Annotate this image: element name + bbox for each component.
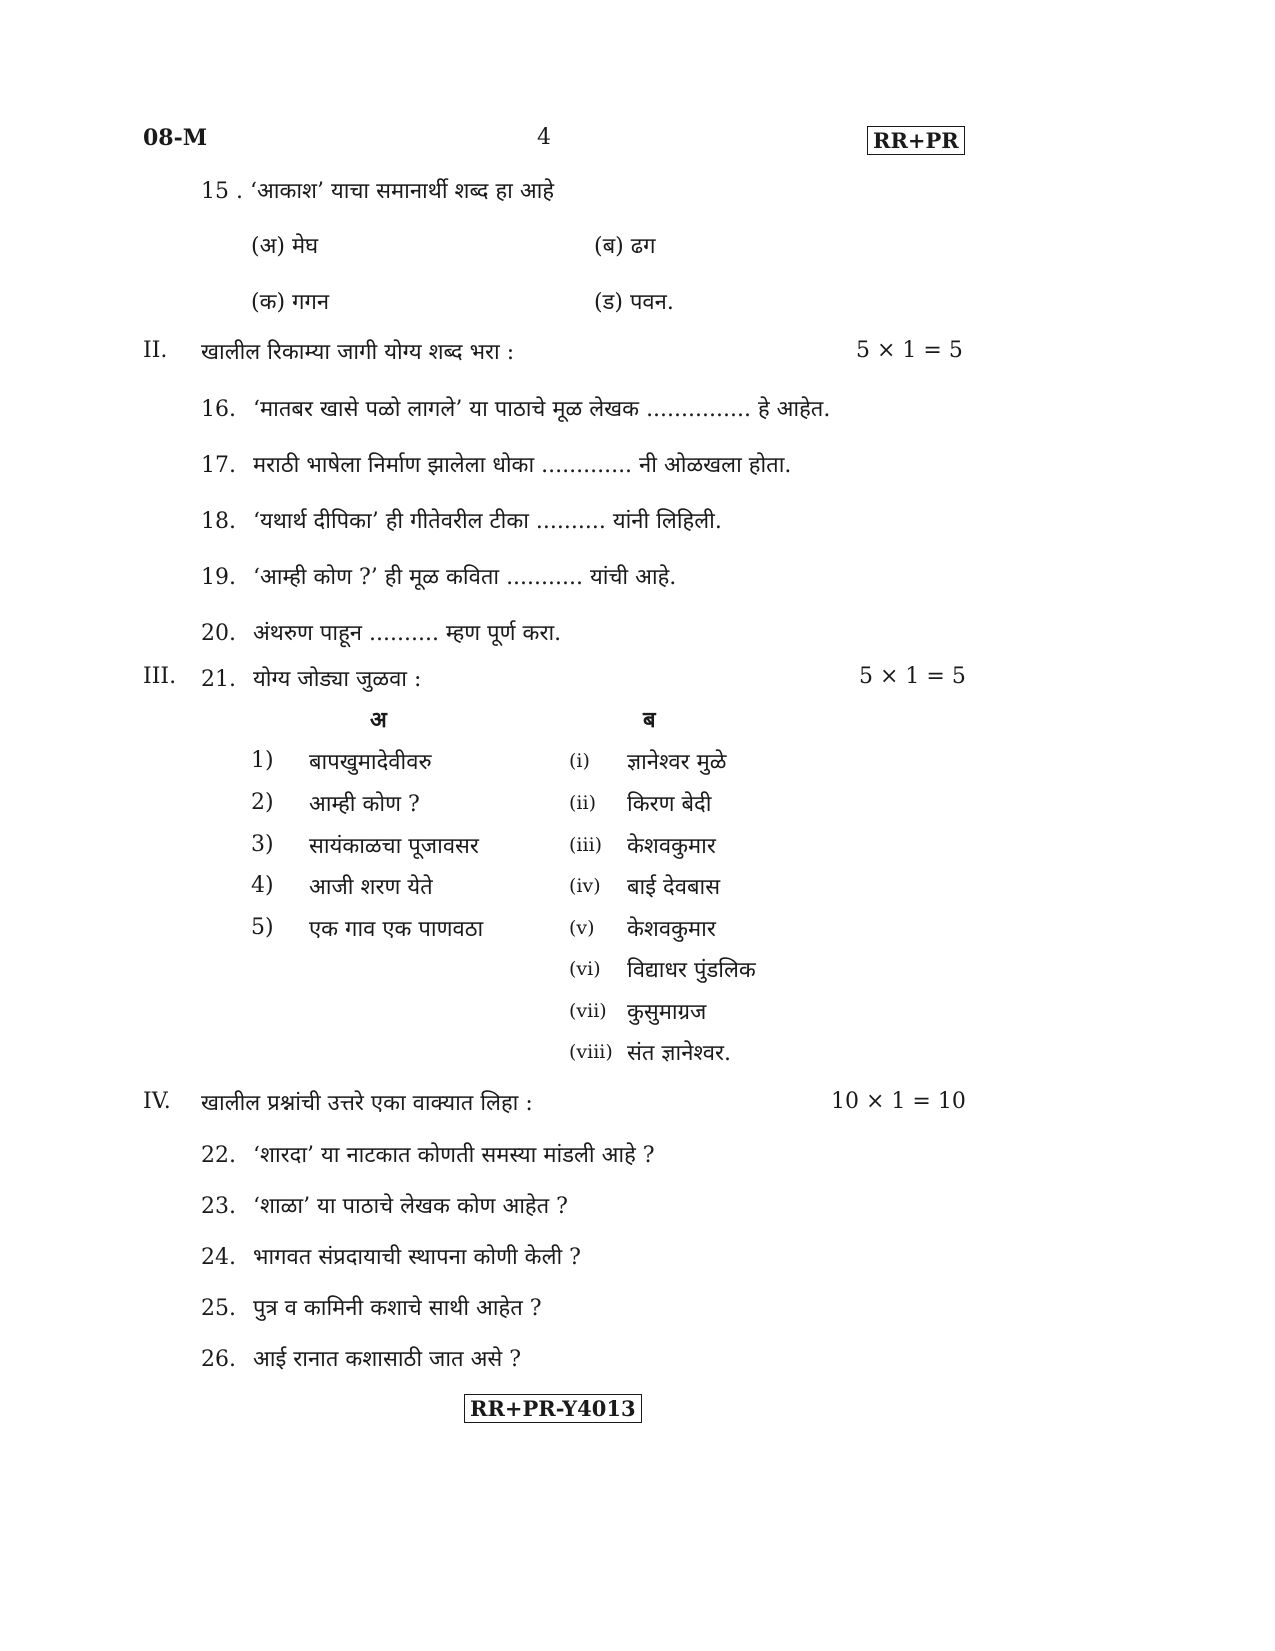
- match-b-label: (vi): [569, 958, 601, 980]
- question-23: [201, 1190, 568, 1220]
- option-label: (अ): [251, 234, 285, 259]
- question-number: 18.: [201, 509, 236, 534]
- question-text: ‘मातबर खासे पळो लागले’ या पाठाचे मूळ लेखक ............... हे आहेत.: [253, 397, 831, 422]
- question-15: [201, 175, 554, 205]
- match-b-label: (viii): [569, 1041, 613, 1063]
- option-c: [251, 286, 329, 316]
- match-a-item: बापखुमादेवीवरु: [309, 750, 432, 775]
- question-number: 15 .: [201, 179, 243, 204]
- section-3-roman: III.: [143, 664, 177, 689]
- match-b-label: (v): [569, 917, 595, 939]
- question-text: योग्य जोड्या जुळवा :: [253, 667, 422, 692]
- option-text: मेघ: [291, 234, 319, 259]
- option-label: (ड): [594, 290, 623, 315]
- question-number: 22.: [201, 1143, 236, 1168]
- match-b-label: (i): [569, 750, 590, 772]
- column-b-header: ब: [643, 707, 656, 733]
- question-16: [201, 393, 830, 423]
- option-d: [594, 286, 674, 316]
- section-3-marks: 5 × 1 = 5: [859, 664, 966, 689]
- question-19: [201, 561, 676, 591]
- match-a-label: 2): [251, 790, 274, 815]
- question-text: पुत्र व कामिनी कशाचे साथी आहेत ?: [253, 1296, 542, 1321]
- section-4-title: खालील प्रश्नांची उत्तरे एका वाक्यात लिहा :: [201, 1091, 533, 1116]
- option-a: [251, 230, 318, 260]
- section-4-marks: 10 × 1 = 10: [831, 1089, 966, 1114]
- option-text: पवन.: [629, 290, 674, 315]
- question-text: ‘यथार्थ दीपिका’ ही गीतेवरील टीका .......... यांनी लिहिली.: [253, 509, 722, 534]
- paper-code: 08-M: [143, 125, 208, 151]
- section-4-roman: IV.: [143, 1089, 171, 1114]
- question-text: ‘शाळा’ या पाठाचे लेखक कोण आहेत ?: [253, 1194, 568, 1219]
- match-b-label: (vii): [569, 1000, 607, 1022]
- section-2-marks: 5 × 1 = 5: [856, 338, 963, 363]
- match-b-item: केशवकुमार: [627, 834, 716, 859]
- page-number: 4: [537, 125, 551, 150]
- option-label: (ब): [594, 234, 624, 259]
- match-b-item: ज्ञानेश्वर मुळे: [627, 750, 727, 775]
- match-a-item: आजी शरण येते: [309, 875, 433, 900]
- footer-code-box: RR+PR-Y4013: [464, 1394, 642, 1423]
- section-2-roman: II.: [143, 338, 168, 363]
- question-number: 20.: [201, 621, 236, 646]
- match-a-item: एक गाव एक पाणवठा: [309, 917, 484, 942]
- question-text: भागवत संप्रदायाची स्थापना कोणी केली ?: [253, 1245, 581, 1270]
- match-b-label: (iv): [569, 875, 601, 897]
- match-b-item: संत ज्ञानेश्वर.: [627, 1041, 731, 1066]
- match-b-item: बाई देवबास: [627, 875, 721, 900]
- question-26: [201, 1343, 521, 1373]
- question-number: 25.: [201, 1296, 236, 1321]
- question-22: [201, 1139, 655, 1169]
- match-a-item: आम्ही कोण ?: [309, 792, 420, 817]
- question-number: 17.: [201, 453, 236, 478]
- match-a-item: सायंकाळचा पूजावसर: [309, 834, 479, 859]
- option-text: गगन: [292, 290, 330, 315]
- match-b-item: कुसुमाग्रज: [627, 1000, 707, 1025]
- question-number: 26.: [201, 1347, 236, 1372]
- question-number: 19.: [201, 565, 236, 590]
- question-number: 24.: [201, 1245, 236, 1270]
- section-3-title: [201, 663, 421, 693]
- question-number: 23.: [201, 1194, 236, 1219]
- column-a-header: अ: [370, 707, 387, 733]
- match-a-label: 4): [251, 873, 274, 898]
- question-25: [201, 1292, 542, 1322]
- question-24: [201, 1241, 581, 1271]
- match-b-label: (iii): [569, 834, 603, 856]
- option-b: [594, 230, 656, 260]
- match-b-label: (ii): [569, 792, 596, 814]
- match-b-item: केशवकुमार: [627, 917, 716, 942]
- section-2-title: खालील रिकाम्या जागी योग्य शब्द भरा :: [201, 340, 515, 365]
- match-a-label: 3): [251, 832, 274, 857]
- question-17: [201, 449, 791, 479]
- question-number: 21.: [201, 667, 236, 692]
- question-text: ‘आम्ही कोण ?’ ही मूळ कविता ........... यांची आहे.: [253, 565, 677, 590]
- match-b-item: किरण बेदी: [627, 792, 712, 817]
- question-18: [201, 505, 722, 535]
- question-text: मराठी भाषेला निर्माण झालेला धोका ............. नी ओळखला होता.: [253, 453, 792, 478]
- question-text: ‘शारदा’ या नाटकात कोणती समस्या मांडली आहे ?: [253, 1143, 655, 1168]
- option-text: ढग: [630, 234, 656, 259]
- match-b-item: विद्याधर पुंडलिक: [627, 958, 756, 983]
- match-a-label: 1): [251, 748, 274, 773]
- question-text: ‘आकाश’ याचा समानार्थी शब्द हा आहे: [249, 179, 555, 204]
- option-label: (क): [251, 290, 286, 315]
- question-text: अंथरुण पाहून .......... म्हण पूर्ण करा.: [253, 621, 562, 646]
- match-a-label: 5): [251, 915, 274, 940]
- question-text: आई रानात कशासाठी जात असे ?: [253, 1347, 522, 1372]
- series-box: RR+PR: [867, 126, 965, 155]
- question-number: 16.: [201, 397, 236, 422]
- question-20: [201, 617, 561, 647]
